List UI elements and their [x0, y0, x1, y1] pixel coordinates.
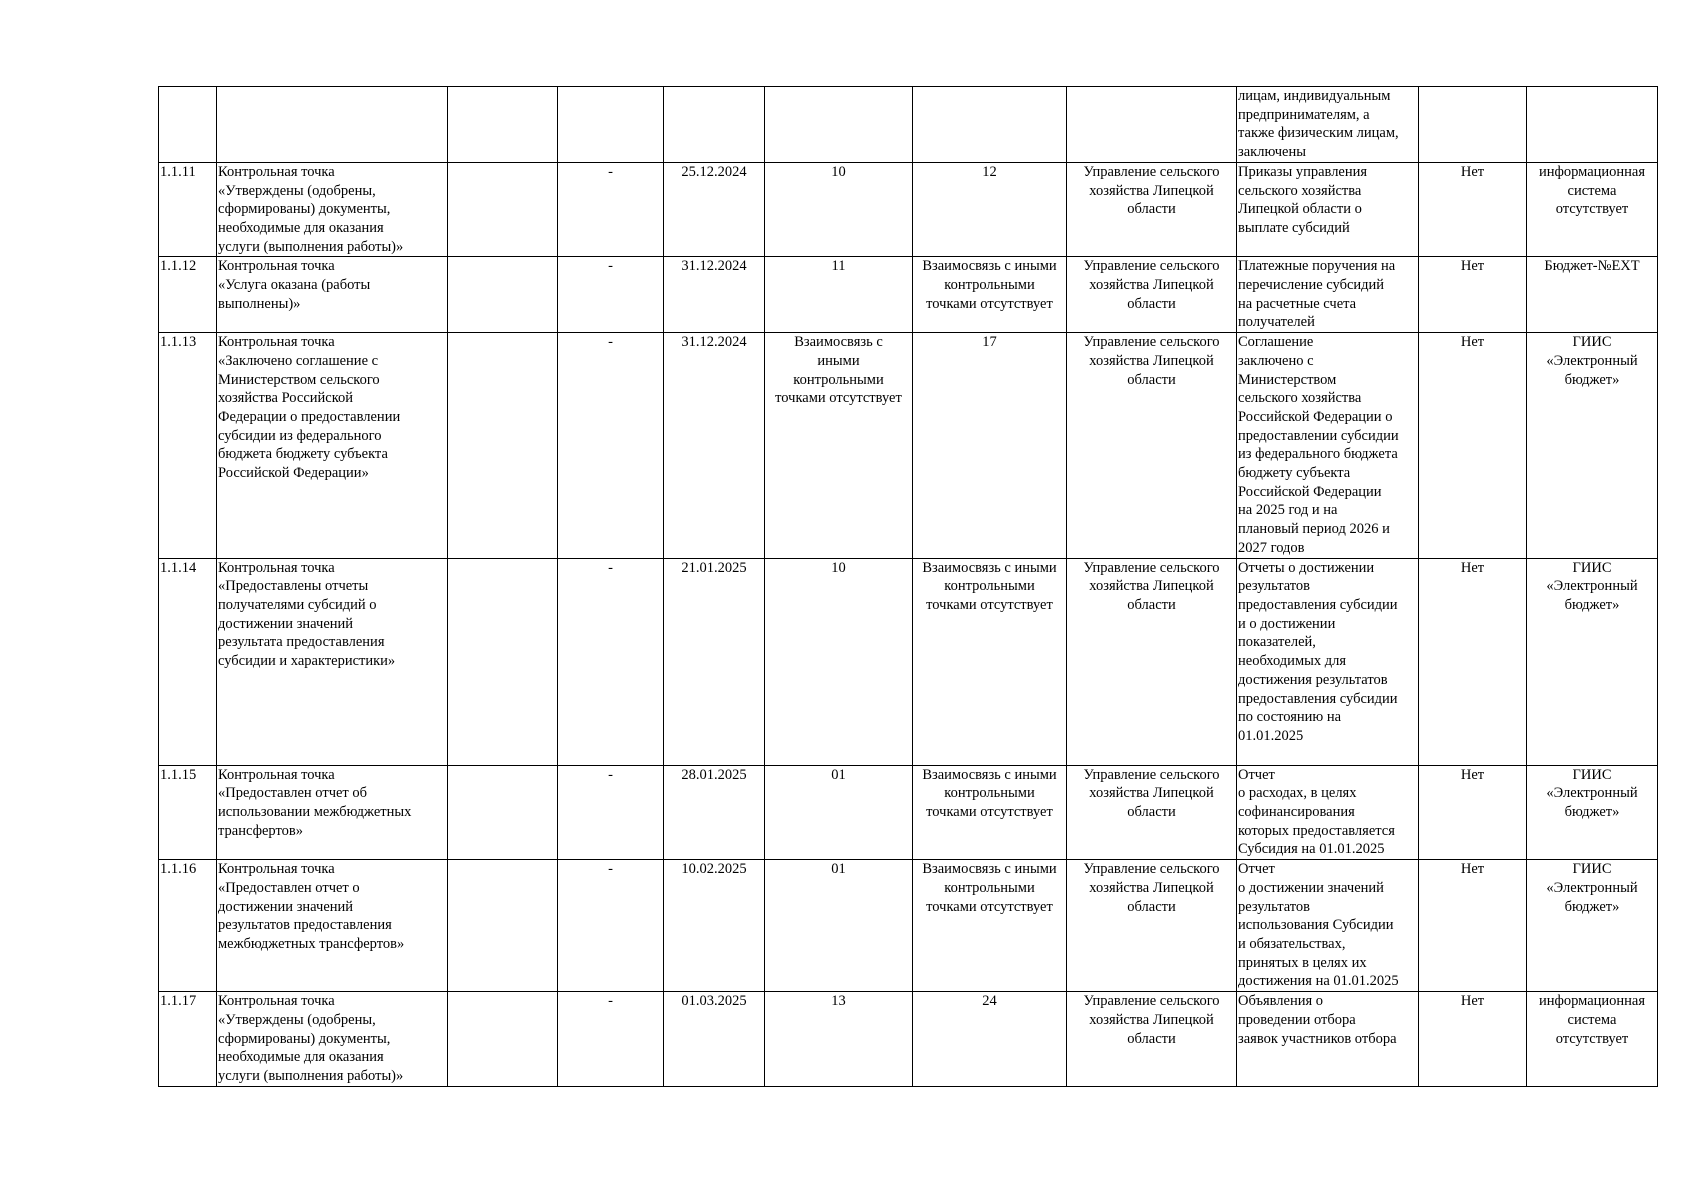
document-cell: Приказы управления сельского хозяйства Липецкой области о выплате субсидий [1237, 162, 1419, 257]
responsible-cell: Управление сельского хозяйства Липецкой области [1067, 558, 1237, 765]
successor-cell: 17 [913, 333, 1067, 558]
document-cell: Отчет о достижении значений результатов использования Субсидии и обязательствах, принятых в целях их достижения на 01.01.2025 [1237, 860, 1419, 992]
responsible-cell [1067, 87, 1237, 163]
dash-cell: - [558, 992, 664, 1087]
row-number-cell: 1.1.12 [159, 257, 217, 333]
table-row [159, 333, 1658, 558]
row-number-cell: 1.1.16 [159, 860, 217, 992]
successor-cell: Взаимосвязь с иными контрольными точками отсутствует [913, 765, 1067, 860]
responsible-cell: Управление сельского хозяйства Липецкой области [1067, 765, 1237, 860]
control-point-name-cell: Контрольная точка «Предоставлен отчет о достижении значений результатов предоставления межбюджетных трансфертов» [217, 860, 448, 992]
successor-cell: Взаимосвязь с иными контрольными точками отсутствует [913, 860, 1067, 992]
responsible-cell: Управление сельского хозяйства Липецкой области [1067, 333, 1237, 558]
predecessor-cell: Взаимосвязь с иными контрольными точками отсутствует [765, 333, 913, 558]
successor-cell: Взаимосвязь с иными контрольными точками отсутствует [913, 257, 1067, 333]
approval-cell: Нет [1419, 257, 1527, 333]
row-number-cell: 1.1.11 [159, 162, 217, 257]
date-cell: 25.12.2024 [664, 162, 765, 257]
document-cell: Отчеты о достижении результатов предоставления субсидии и о достижении показателей, необходимых для достижения результатов предоставления субсидии по состоянию на 01.01.2025 [1237, 558, 1419, 765]
dash-cell: - [558, 558, 664, 765]
empty-cell [448, 257, 558, 333]
table-row [159, 162, 1658, 257]
approval-cell: Нет [1419, 860, 1527, 992]
document-cell: Объявления о проведении отбора заявок участников отбора [1237, 992, 1419, 1087]
dash-cell: - [558, 162, 664, 257]
dash-cell: - [558, 257, 664, 333]
successor-cell: 24 [913, 992, 1067, 1087]
approval-cell: Нет [1419, 558, 1527, 765]
predecessor-cell: 01 [765, 765, 913, 860]
info-system-cell [1527, 87, 1658, 163]
table-row [159, 765, 1658, 860]
dash-cell: - [558, 860, 664, 992]
dash-cell: - [558, 333, 664, 558]
info-system-cell: ГИИС «Электронный бюджет» [1527, 765, 1658, 860]
table-row [159, 860, 1658, 992]
approval-cell: Нет [1419, 333, 1527, 558]
control-point-name-cell: Контрольная точка «Предоставлены отчеты получателями субсидий о достижении значений результата предоставления субсидии и характеристики» [217, 558, 448, 765]
successor-cell [913, 87, 1067, 163]
approval-cell: Нет [1419, 992, 1527, 1087]
date-cell: 28.01.2025 [664, 765, 765, 860]
predecessor-cell: 10 [765, 558, 913, 765]
info-system-cell: ГИИС «Электронный бюджет» [1527, 558, 1658, 765]
table-row [159, 992, 1658, 1087]
info-system-cell: ГИИС «Электронный бюджет» [1527, 860, 1658, 992]
approval-cell: Нет [1419, 765, 1527, 860]
table-row [159, 558, 1658, 765]
row-number-cell: 1.1.14 [159, 558, 217, 765]
control-point-name-cell: Контрольная точка «Предоставлен отчет об использовании межбюджетных трансфертов» [217, 765, 448, 860]
info-system-cell: ГИИС «Электронный бюджет» [1527, 333, 1658, 558]
empty-cell [448, 860, 558, 992]
predecessor-cell [765, 87, 913, 163]
table-body [159, 87, 1658, 1087]
row-number-cell: 1.1.15 [159, 765, 217, 860]
control-point-name-cell [217, 87, 448, 163]
empty-cell [448, 87, 558, 163]
date-cell: 31.12.2024 [664, 257, 765, 333]
responsible-cell: Управление сельского хозяйства Липецкой области [1067, 162, 1237, 257]
table-row [159, 87, 1658, 163]
date-cell: 10.02.2025 [664, 860, 765, 992]
control-point-name-cell: Контрольная точка «Утверждены (одобрены, сформированы) документы, необходимые для оказания услуги (выполнения работы)» [217, 162, 448, 257]
info-system-cell: информационная система отсутствует [1527, 162, 1658, 257]
document-cell: Платежные поручения на перечисление субсидий на расчетные счета получателей [1237, 257, 1419, 333]
empty-cell [448, 765, 558, 860]
control-point-name-cell: Контрольная точка «Услуга оказана (работы выполнены)» [217, 257, 448, 333]
control-point-name-cell: Контрольная точка «Заключено соглашение с Министерством сельского хозяйства Российской Федерации о предоставлении субсидии из федерального бюджета бюджету субъекта Российской Федерации» [217, 333, 448, 558]
responsible-cell: Управление сельского хозяйства Липецкой области [1067, 860, 1237, 992]
responsible-cell: Управление сельского хозяйства Липецкой области [1067, 257, 1237, 333]
row-number-cell: 1.1.17 [159, 992, 217, 1087]
document-cell: лицам, индивидуальным предпринимателям, а также физическим лицам, заключены [1237, 87, 1419, 163]
dash-cell [558, 87, 664, 163]
empty-cell [448, 162, 558, 257]
predecessor-cell: 13 [765, 992, 913, 1087]
table-row [159, 257, 1658, 333]
info-system-cell: информационная система отсутствует [1527, 992, 1658, 1087]
predecessor-cell: 01 [765, 860, 913, 992]
predecessor-cell: 11 [765, 257, 913, 333]
row-number-cell [159, 87, 217, 163]
dash-cell: - [558, 765, 664, 860]
empty-cell [448, 333, 558, 558]
approval-cell: Нет [1419, 162, 1527, 257]
date-cell: 21.01.2025 [664, 558, 765, 765]
approval-cell [1419, 87, 1527, 163]
successor-cell: Взаимосвязь с иными контрольными точками отсутствует [913, 558, 1067, 765]
responsible-cell: Управление сельского хозяйства Липецкой области [1067, 992, 1237, 1087]
predecessor-cell: 10 [765, 162, 913, 257]
date-cell [664, 87, 765, 163]
empty-cell [448, 558, 558, 765]
document-cell: Соглашение заключено с Министерством сельского хозяйства Российской Федерации о предоставлении субсидии из федерального бюджета бюджету субъекта Российской Федерации на 2025 год и на плановый период 2026 и 2027 годов [1237, 333, 1419, 558]
date-cell: 31.12.2024 [664, 333, 765, 558]
document-cell: Отчет о расходах, в целях софинансирования которых предоставляется Субсидия на 01.01.2025 [1237, 765, 1419, 860]
date-cell: 01.03.2025 [664, 992, 765, 1087]
row-number-cell: 1.1.13 [159, 333, 217, 558]
control-point-name-cell: Контрольная точка «Утверждены (одобрены, сформированы) документы, необходимые для оказания услуги (выполнения работы)» [217, 992, 448, 1087]
control-points-table [158, 86, 1658, 1087]
empty-cell [448, 992, 558, 1087]
successor-cell: 12 [913, 162, 1067, 257]
info-system-cell: Бюджет-№ЕХТ [1527, 257, 1658, 333]
